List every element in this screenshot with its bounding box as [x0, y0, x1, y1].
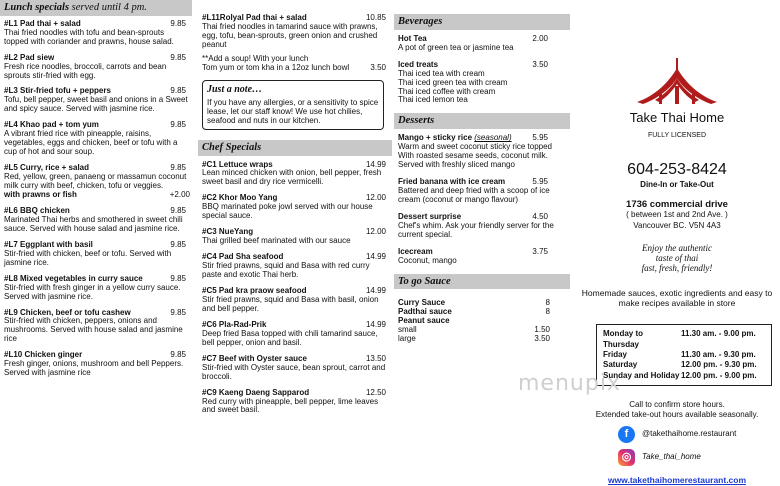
- item-price: 14.99: [365, 286, 386, 295]
- hours-days: Friday: [603, 349, 628, 359]
- chef-specials-heading: Chef Specials: [198, 140, 392, 156]
- soup-price: 3.50: [370, 62, 386, 72]
- menu-item: [0, 351, 192, 378]
- item-desc: Stir fried prawns, squid and Basa with red curry paste and exotic Thai herb.: [202, 261, 370, 280]
- hours-box: [596, 324, 772, 386]
- allergy-note-box: [202, 80, 384, 130]
- street-address: 1736 commercial drive: [626, 199, 728, 211]
- item-name: #C3 NueYang: [202, 227, 254, 237]
- item-name: #C9 Kaeng Daeng Sapparod: [202, 387, 310, 397]
- chef-column: [198, 0, 392, 465]
- dessert-item: [394, 178, 570, 205]
- item-price: 12.50: [365, 387, 386, 397]
- item-name: #L3 Stir-fried tofu + peppers: [4, 86, 111, 96]
- item-desc: Thai fried noodles with tofu and bean-sprouts topped with coriander and prawns, house salad.: [4, 27, 174, 46]
- dessert-item: [394, 213, 570, 240]
- lunch-specials-heading: Lunch specials served until 4 pm.: [0, 0, 192, 16]
- item-desc: Marinated Thai herbs and smothered in sweet chili sauce. Served with house salad and jasmine rice.: [4, 214, 183, 233]
- beverage-item: [394, 35, 570, 53]
- sauce-name: Peanut sauce: [398, 316, 450, 326]
- chef-list: [198, 161, 392, 416]
- item-name: Dessert surprise: [398, 211, 462, 221]
- soup-addon: [198, 55, 392, 73]
- item-name: #L4 Khao pad + tom yum: [4, 120, 99, 130]
- item-name: Mango + sticky rice: [398, 133, 473, 143]
- to-go-sauce-heading: To go Sauce: [394, 274, 570, 290]
- beverage-item: [394, 61, 570, 106]
- facebook-row[interactable]: [618, 426, 780, 443]
- item-desc: BBQ marinated poke jowl served with our house special sauce.: [202, 202, 373, 221]
- item-desc: Warm and sweet coconut sticky rice topped With roasted sesame seeds, coconut milk. Served with freshly sliced mango: [398, 142, 552, 170]
- item-desc: Stir-fried with fresh ginger in a yellow curry sauce. Served with jasmine rice.: [4, 282, 181, 301]
- beverages-heading: Beverages: [394, 14, 570, 30]
- sauce-price: 1.50: [534, 325, 550, 335]
- phone-number[interactable]: 604-253-8424: [627, 161, 727, 179]
- item-desc: Lean minced chicken with onion, bell pepper, fresh sweet basil and dry rice vermicelli.: [202, 168, 382, 187]
- licensed-label: FULLY LICENSED: [647, 131, 707, 139]
- beverage-list: [394, 35, 570, 106]
- hours-row: [603, 329, 765, 350]
- item-desc: Stir-fried with Oyster sauce, bean sprout, carrot and broccoli.: [202, 362, 386, 381]
- hours-days: Monday to Thursday: [603, 329, 643, 349]
- hours-row: [603, 350, 765, 360]
- item-extra: [4, 191, 190, 200]
- dessert-list: [394, 134, 570, 265]
- hours-time: 12.00 pm. - 9.30 pm.: [681, 360, 757, 370]
- menu-item: [198, 355, 392, 382]
- hours-days: Sunday and Holiday: [603, 370, 680, 380]
- sauce-name: small: [398, 325, 417, 335]
- item-name: Iced treats: [398, 59, 439, 69]
- item-desc: A pot of green tea or jasmine tea: [398, 42, 514, 52]
- item-desc: Fresh ginger, onions, mushroom and bell Peppers. Served with jasmine rice: [4, 359, 184, 378]
- item-name: #C1 Lettuce wraps: [202, 159, 273, 169]
- menu-item: [198, 287, 392, 314]
- item-name: #C5 Pad kra praow seafood: [202, 286, 307, 295]
- item-desc: Tofu, bell pepper, sweet basil and onions in a Sweet and spicy sauce. Served with jasmine rice.: [4, 95, 188, 114]
- item-name: #C4 Pad Sha seafood: [202, 252, 284, 262]
- menu-item-l11: [198, 14, 392, 50]
- item-name: #C6 Pla-Rad-Prik: [202, 319, 267, 329]
- item-desc: Battered and deep fried with a scoop of ice cream (coconut or mango flavour): [398, 185, 550, 204]
- item-desc: Stir-fried with chicken, peppers, onions and mushrooms. Served with house salad and jasmine rice: [4, 316, 183, 344]
- menu-item: [198, 194, 392, 221]
- hours-time: 11.30 am. - 9.00 pm.: [681, 329, 756, 339]
- sauce-price: 3.50: [534, 334, 550, 344]
- hours-days: Saturday: [603, 360, 638, 370]
- item-desc: Stir-fried with chicken, beef or tofu. Served with jasmine rice.: [4, 248, 172, 267]
- item-price: 14.99: [365, 319, 386, 329]
- menu-item: [0, 275, 192, 302]
- item-price: 5.95: [532, 133, 548, 143]
- item-name: #L7 Eggplant with basil: [4, 239, 93, 249]
- menu-item: [198, 161, 392, 188]
- hours-time: 11.30 am. - 9.30 pm.: [681, 349, 756, 359]
- homemade-text: Homemade sauces, exotic ingredients and easy to make recipes available in store: [581, 287, 773, 308]
- item-name: Fried banana with ice cream: [398, 176, 506, 186]
- item-price: 12.00: [365, 193, 386, 203]
- item-price: 4.50: [532, 211, 548, 221]
- beverage-column: [394, 0, 570, 465]
- item-price: 5.95: [532, 176, 548, 186]
- sauce-name: Curry Sauce: [398, 298, 446, 308]
- item-name: #L6 BBQ chicken: [4, 205, 70, 215]
- menu-item: [0, 164, 192, 200]
- item-name: Icecream: [398, 246, 433, 256]
- call-note: Call to confirm store hours. Extended take-out hours available seasonally.: [595, 400, 759, 420]
- menu-item: [198, 321, 392, 348]
- dessert-item: [394, 134, 570, 170]
- menu-item: [0, 309, 192, 345]
- item-name: #L5 Curry, rice + salad: [4, 163, 90, 173]
- extra-label: with prawns or fish: [4, 190, 77, 199]
- website-link[interactable]: www.takethaihomerestaurant.com: [607, 475, 747, 486]
- sauce-list: [394, 299, 570, 344]
- item-desc: Red curry with pineapple, bell pepper, lime leaves and sweet basil.: [202, 396, 379, 415]
- extra-price: +2.00: [169, 190, 190, 199]
- item-price: 14.99: [365, 252, 386, 262]
- sauce-row: [394, 335, 570, 344]
- dine-in-label: Dine-In or Take-Out: [640, 180, 714, 190]
- item-desc: Deep fried Basa topped with chili tamarind sauce, bell pepper, onion and basil.: [202, 328, 378, 347]
- facebook-handle[interactable]: @takethaihome.restaurant: [642, 429, 737, 439]
- menu-item: [0, 241, 192, 268]
- item-name: #L10 Chicken ginger: [4, 350, 83, 360]
- item-desc: Red, yellow, green, panaeng or massamun coconut milk curry with beef, chicken, tofu or veggies.: [4, 172, 187, 191]
- item-name: Hot Tea: [398, 33, 427, 43]
- desserts-heading: Desserts: [394, 113, 570, 129]
- item-price: 9.85: [170, 307, 186, 317]
- menu-item: [0, 121, 192, 157]
- sauce-price: 8: [545, 307, 550, 317]
- item-price: 9.85: [170, 52, 186, 62]
- instagram-handle[interactable]: Take_thai_home: [642, 452, 701, 462]
- note-title: Just a note…: [207, 83, 263, 95]
- item-desc: Chef's whim. Ask your friendly server for the current special.: [398, 220, 554, 239]
- item-price: 9.85: [170, 86, 186, 96]
- item-price: 9.85: [170, 18, 186, 28]
- hours-row: [603, 360, 765, 370]
- sauce-name: large: [398, 334, 416, 344]
- item-name: #L9 Chicken, beef or tofu cashew: [4, 307, 131, 317]
- menu-item: [0, 207, 192, 234]
- menu-item: [0, 20, 192, 47]
- item-price: 3.75: [532, 246, 548, 256]
- hours-time: 12.00 pm. - 9.00 pm.: [681, 370, 757, 380]
- note-text: If you have any allergies, or a sensitivity to spice lease, let our staff know! We use hot chilies, seafood and nuts in our kitchen.: [207, 97, 379, 125]
- info-column: [574, 0, 780, 486]
- cross-streets: ( between 1st and 2nd Ave. ): [626, 209, 728, 219]
- item-desc: Thai iced tea with cream Thai iced green tea with cream Thai iced coffee with cream Thai iced lemon tea: [398, 68, 508, 105]
- menu-item: [198, 228, 392, 246]
- item-name: #L1 Pad thai + salad: [4, 18, 81, 28]
- item-price: 3.50: [532, 59, 548, 69]
- sauce-price: 8: [545, 298, 550, 308]
- soup-note: **Add a soup! With your lunch: [202, 53, 309, 63]
- item-desc: A vibrant fried rice with pineapple, raisins, vegetables, eggs and chicken, beef or tofu with a cup of hot and sour soup.: [4, 129, 178, 157]
- thai-roof-icon: [629, 56, 725, 106]
- item-desc: Thai grilled beef marinated with our sauce: [202, 236, 351, 246]
- instagram-row[interactable]: [618, 449, 780, 466]
- soup-line: Tom yum or tom kha in a 12oz lunch bowl: [202, 62, 350, 72]
- facebook-icon: f: [618, 426, 635, 443]
- item-desc: Fresh rice noodles, broccoli, carrots and bean sprouts stir-fried with egg.: [4, 61, 167, 80]
- item-price: 9.85: [170, 273, 186, 283]
- item-price: 13.50: [365, 353, 386, 363]
- city-postal: Vancouver BC. V5N 4A3: [633, 220, 721, 230]
- watermark: menupix: [518, 371, 621, 396]
- hours-row: [603, 371, 765, 381]
- sauce-name: Padthai sauce: [398, 307, 452, 317]
- brand-name: Take Thai Home: [629, 109, 725, 125]
- menu-item: [0, 54, 192, 81]
- item-price: 14.99: [365, 159, 386, 169]
- item-price: 2.00: [532, 33, 548, 43]
- item-name: #C7 Beef with Oyster sauce: [202, 353, 307, 363]
- dessert-item: [394, 248, 570, 266]
- item-price: 9.85: [170, 239, 186, 249]
- tagline: Enjoy the authentic taste of thai fast, fresh, friendly!: [641, 242, 713, 274]
- item-price: 9.85: [170, 120, 186, 130]
- item-tag: (seasonal): [474, 133, 512, 143]
- menu-item: [198, 389, 392, 416]
- item-name: #L8 Mixed vegetables in curry sauce: [4, 273, 143, 283]
- item-desc: Coconut, mango: [398, 255, 457, 265]
- logo: [574, 56, 780, 109]
- item-name: #C2 Khor Moo Yang: [202, 193, 278, 203]
- menu-item: [0, 87, 192, 114]
- instagram-icon: ◎: [618, 449, 635, 466]
- lunch-list: [0, 20, 192, 378]
- item-price: 10.85: [365, 13, 386, 22]
- item-desc: Thai fried noodles in tamarind sauce with prawns, egg, tofu, bean-sprouts, green onion and crushed peanut: [202, 21, 378, 49]
- item-price: 9.85: [170, 163, 186, 173]
- item-price: 9.85: [170, 205, 186, 215]
- item-name: #L2 Pad siew: [4, 52, 55, 62]
- item-name: #L11Rolyal Pad thai + salad: [202, 13, 307, 22]
- item-price: 12.00: [365, 227, 386, 237]
- lunch-column: [0, 0, 192, 465]
- menu-item: [198, 253, 392, 280]
- item-price: 9.85: [170, 350, 186, 360]
- item-desc: Stir fried prawns, squid and Basa with basil, onion and bell pepper.: [202, 294, 379, 313]
